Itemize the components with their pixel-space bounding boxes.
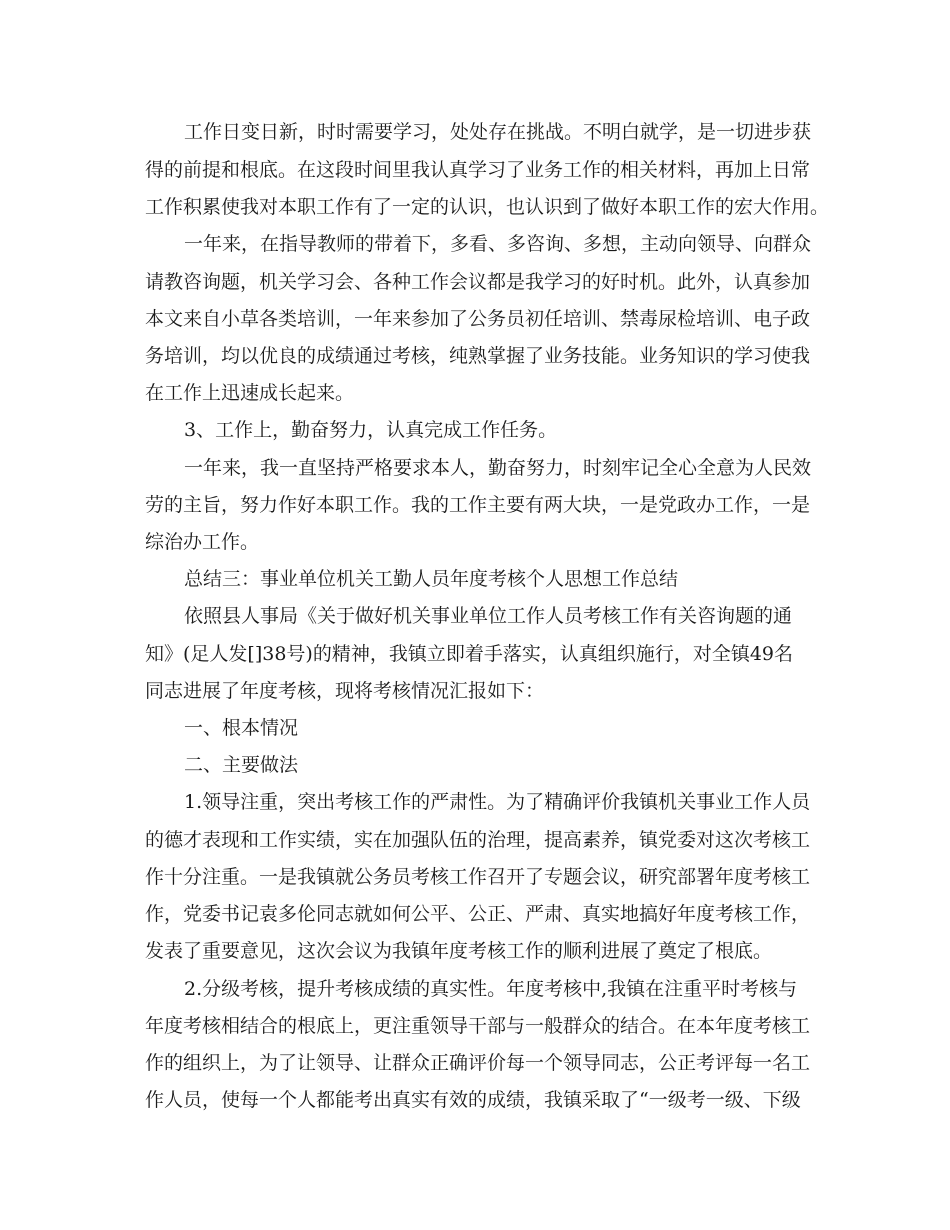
text-line: 综治办工作。 (145, 531, 260, 553)
text-line: 年度考核相结合的根底上，更注重领导干部与一般群众的结合。在本年度考核工 (145, 1015, 811, 1037)
text-line: 作，党委书记袁多伦同志就如何公平、公正、严肃、真实地搞好年度考核工作， (145, 903, 811, 925)
text-line: 劳的主旨，努力作好本职工作。我的工作主要有两大块，一是党政办工作，一是 (145, 494, 811, 516)
text-line: 得的前提和根底。在这段时间里我认真学习了业务工作的相关材料，再加上日常 (145, 159, 811, 181)
text-line: 工作日变日新，时时需要学习，处处存在挑战。不明白就学，是一切进步获 (184, 121, 812, 143)
text-line: 作人员，使每一个人都能考出真实有效的成绩，我镇采取了“一级考一级、下级 (145, 1089, 801, 1111)
text-line: 2.分级考核，提升考核成绩的真实性。年度考核中,我镇在注重平时考核与 (184, 978, 798, 1000)
text-line: 3、工作上，勤奋努力，认真完成工作任务。 (184, 419, 558, 441)
subsection-heading: 一、根本情况 (184, 717, 299, 739)
text-line: 作的组织上，为了让领导、让群众正确评价每一个领导同志，公正考评每一名工 (145, 1052, 811, 1074)
text-line: 1.领导注重，突出考核工作的严肃性。为了精确评价我镇机关事业工作人员 (184, 791, 811, 813)
text-line: 知》(足人发[]38号)的精神，我镇立即着手落实，认真组织施行，对全镇49名 (145, 643, 794, 665)
text-line: 同志进展了年度考核，现将考核情况汇报如下： (145, 680, 545, 702)
text-line: 工作积累使我对本职工作有了一定的认识，也认识到了做好本职工作的宏大作用。 (145, 196, 830, 218)
text-line: 请教咨询题，机关学习会、各种工作会议都是我学习的好时机。此外，认真参加 (145, 271, 811, 293)
text-line: 一年来，在指导教师的带着下，多看、多咨询、多想，主动向领导、向群众 (184, 233, 812, 255)
text-line: 一年来，我一直坚持严格要求本人，勤奋努力，时刻牢记全心全意为人民效 (184, 457, 812, 479)
text-line: 在工作上迅速成长起来。 (145, 382, 355, 404)
text-line: 发表了重要意见，这次会议为我镇年度考核工作的顺利进展了奠定了根底。 (145, 940, 773, 962)
text-line: 的德才表现和工作实绩，实在加强队伍的治理，提高素养，镇党委对这次考核工 (145, 829, 811, 851)
section-heading: 总结三：事业单位机关工勤人员年度考核个人思想工作总结 (184, 568, 679, 590)
text-line: 依照县人事局《关于做好机关事业单位工作人员考核工作有关咨询题的通 (184, 605, 793, 627)
text-line: 本文来自小草各类培训，一年来参加了公务员初任培训、禁毒尿检培训、电子政 (145, 308, 811, 330)
subsection-heading: 二、主要做法 (184, 754, 299, 776)
text-line: 务培训，均以优良的成绩通过考核，纯熟掌握了业务技能。业务知识的学习使我 (145, 345, 811, 367)
text-line: 作十分注重。一是我镇就公务员考核工作召开了专题会议，研究部署年度考核工 (145, 866, 811, 888)
